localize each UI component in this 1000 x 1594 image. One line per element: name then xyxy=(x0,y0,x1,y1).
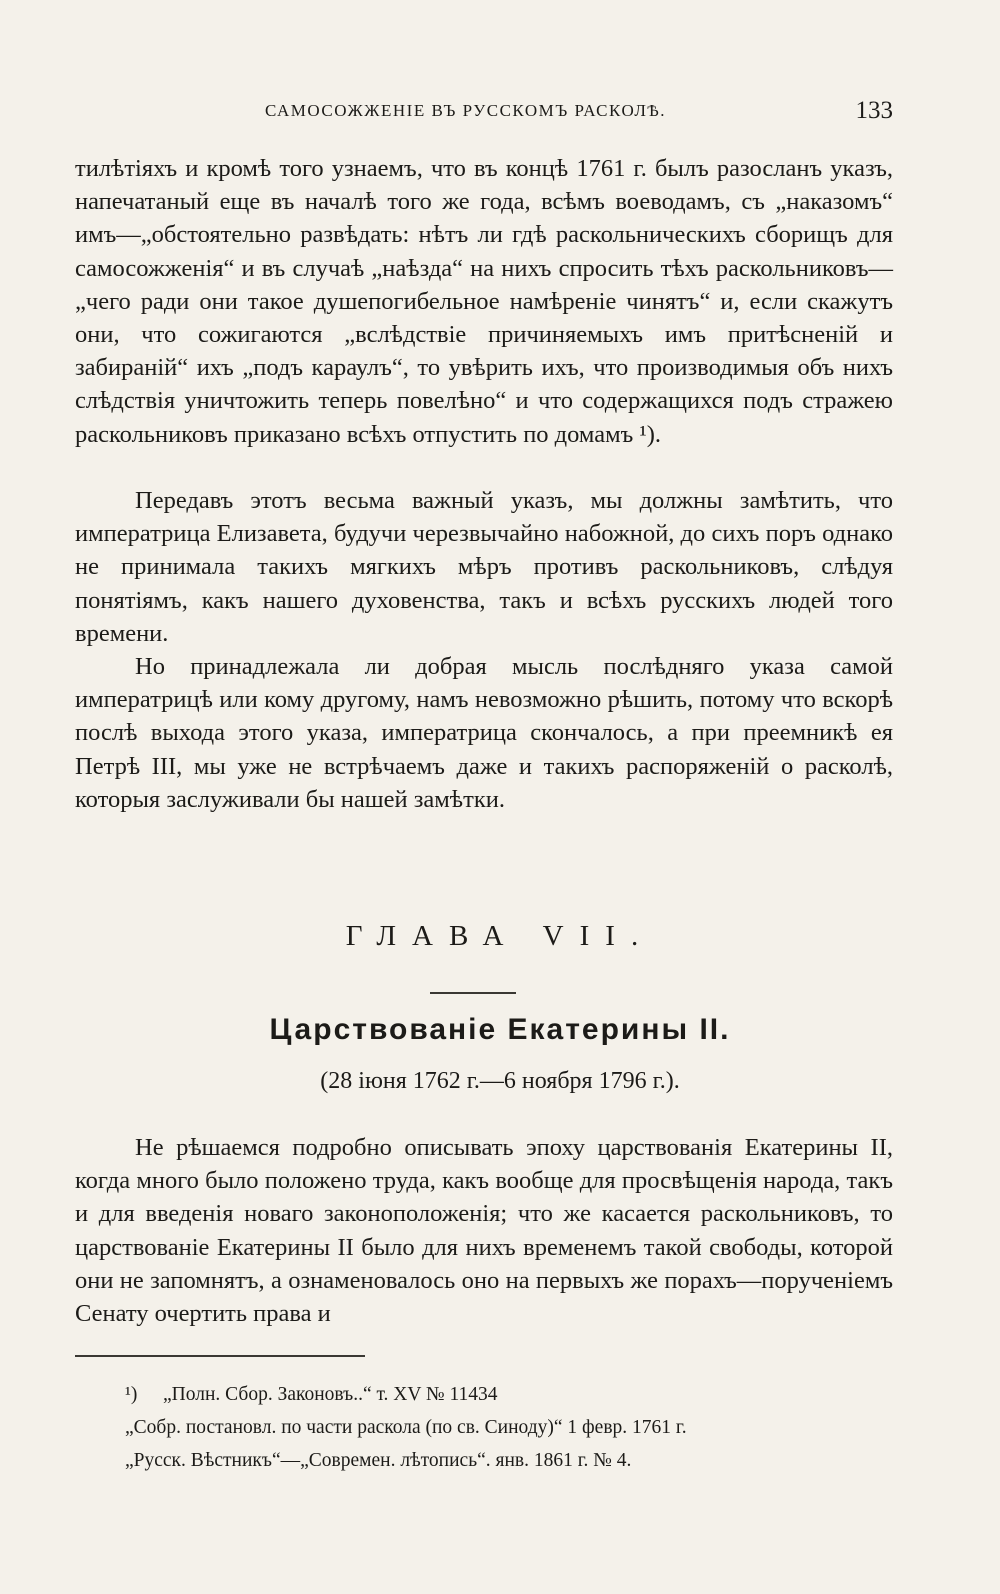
footnote-line xyxy=(125,1378,885,1411)
footnote-line: „Собр. постановл. по части раскола (по св. Синоду)“ 1 февр. 1761 г. xyxy=(125,1417,687,1438)
footnote-marker: ¹) xyxy=(125,1384,138,1405)
chapter-heading: ГЛАВА VII. xyxy=(345,920,655,952)
paragraph: Но принадлежала ли добрая мысль послѣдняго указа самой императрицѣ или кому другому, намъ невозможно рѣшить, потому что вскорѣ послѣ выхода этого указа, императрица скончалось, а при преемникѣ ея Петрѣ III, мы уже не встрѣчаемъ даже и такихъ распоряженій о расколѣ, которыя заслуживали бы нашей замѣтки. xyxy=(75,653,893,813)
paragraph-continued: тилѣтіяхъ и кромѣ того узнаемъ, что въ концѣ 1761 г. былъ разосланъ указъ, напечатаный еще въ началѣ того же года, всѣмъ воеводамъ, съ „наказомъ“ имъ—„обстоятельно развѣдать: нѣтъ ли гдѣ раскольническихъ сборищъ для самосожженія“ и въ случаѣ „наѣзда“ на нихъ спросить тѣхъ раскольниковъ—„чего ради они такое душепогибельное намѣреніе чинятъ“ и, если скажутъ они, что сожигаются „вслѣдствіе причиняемыхъ имъ притѣсненій и забираній“ ихъ „подъ караулъ“, то увѣрить ихъ, что производимыя объ нихъ слѣдствія уничтожить теперь повелѣно“ и что содержащихся подъ стражею раскольниковъ приказано всѣхъ отпустить по домамъ ¹). xyxy=(75,155,893,448)
chapter-dates: (28 іюня 1762 г.—6 ноября 1796 г.). xyxy=(320,1068,680,1094)
running-title: САМОСОЖЖЕНІЕ ВЪ РУССКОМЪ РАСКОЛѢ. xyxy=(265,101,667,120)
chapter-title: Царствованіе Екатерины II. xyxy=(269,1013,731,1046)
paragraph: Не рѣшаемся подробно описывать эпоху царствованія Екатерины II, когда много было положено труда, какъ вообще для просвѣщенія народа, такъ и для введенія новаго законоположенія; что же касается раскольниковъ, то царствованіе Екатерины II было для нихъ временемъ такой свободы, которой они не запомнятъ, а ознаменовалось оно на первыхъ же порахъ—порученіемъ Сенату очертить права и xyxy=(75,1134,893,1328)
footnote-text: „Полн. Сбор. Законовъ..“ т. XV № 11434 xyxy=(163,1384,498,1405)
paragraph: Передавъ этотъ весьма важный указъ, мы должны замѣтить, что императрица Елизавета, будучи черезвычайно набожной, до сихъ поръ однако не принимала такихъ мягкихъ мѣръ противъ раскольниковъ, слѣдуя понятіямъ, какъ нашего духовенства, такъ и всѣхъ русскихъ людей того времени. xyxy=(75,487,893,647)
footnote-divider xyxy=(75,1355,365,1357)
footnote-line: „Русск. Вѣстникъ“—„Современ. лѣтопись“. янв. 1861 г. № 4. xyxy=(125,1450,632,1471)
chapter-divider xyxy=(430,992,516,994)
running-header xyxy=(75,97,893,127)
page-number: 133 xyxy=(855,97,893,124)
footnotes xyxy=(125,1378,885,1477)
